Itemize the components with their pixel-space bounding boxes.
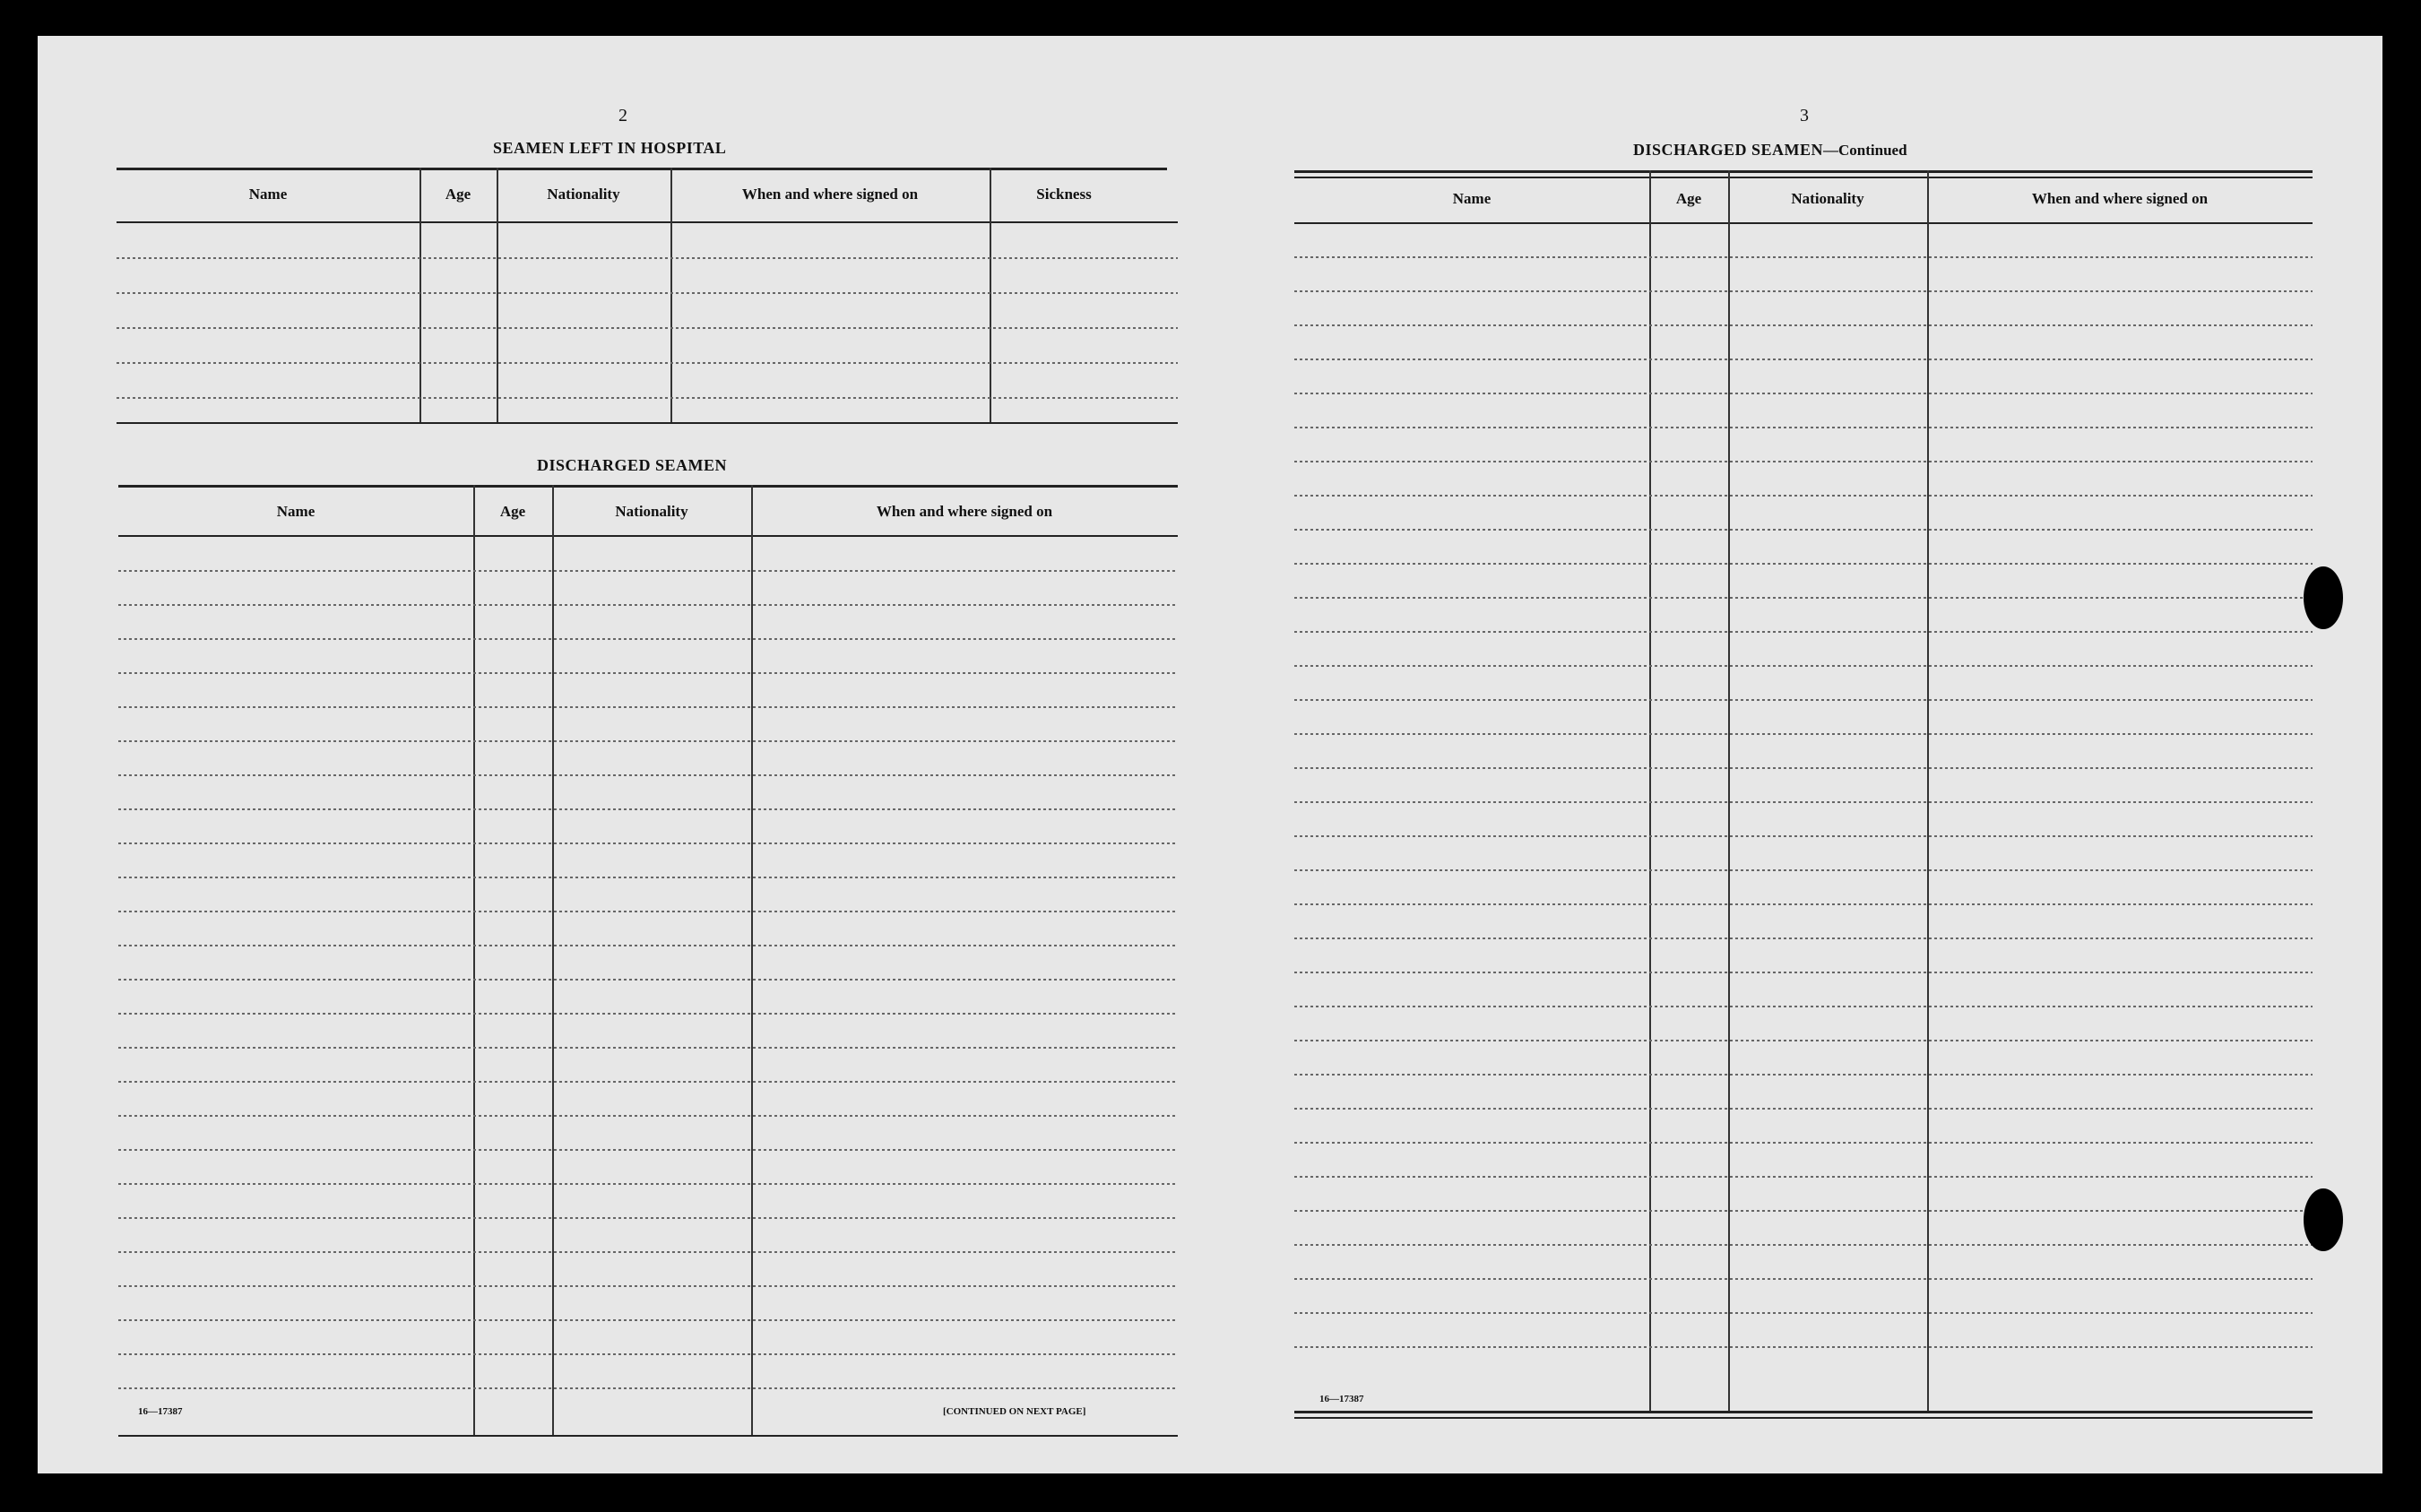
right-discharged-row-line bbox=[1294, 563, 2313, 565]
left-page-number: 2 bbox=[618, 106, 627, 125]
right-discharged-row-line bbox=[1294, 1346, 2313, 1348]
right-discharged-header-rule bbox=[1294, 222, 2313, 224]
right-discharged-row-line bbox=[1294, 495, 2313, 497]
left-discharged-table bbox=[118, 485, 1178, 1440]
left-discharged-col-nationality: Nationality bbox=[615, 503, 688, 520]
hospital-row-line bbox=[117, 362, 1178, 364]
left-form-number: 16—17387 bbox=[138, 1406, 183, 1417]
hospital-header-rule bbox=[117, 221, 1178, 223]
hospital-row-line bbox=[117, 327, 1178, 329]
right-discharged-col-signed-on: When and where signed on bbox=[2031, 190, 2209, 207]
hospital-section-title: SEAMEN LEFT IN HOSPITAL bbox=[493, 139, 727, 157]
left-discharged-bottom-rule bbox=[118, 1435, 1178, 1437]
right-discharged-bottom-rule-2 bbox=[1294, 1417, 2313, 1419]
hospital-row-line bbox=[117, 257, 1178, 259]
right-discharged-row-line bbox=[1294, 1040, 2313, 1041]
left-discharged-row-line bbox=[118, 774, 1178, 776]
hospital-col-name: Name bbox=[248, 186, 288, 203]
right-discharged-col-age: Age bbox=[1675, 190, 1702, 207]
right-discharged-row-line bbox=[1294, 801, 2313, 803]
left-discharged-row-line bbox=[118, 945, 1178, 946]
continued-note: [CONTINUED ON NEXT PAGE] bbox=[943, 1406, 1086, 1417]
left-discharged-row-line bbox=[118, 808, 1178, 810]
hospital-col-age: Age bbox=[445, 186, 471, 203]
right-discharged-row-line bbox=[1294, 359, 2313, 360]
hospital-col-signed-on: When and where signed on bbox=[741, 186, 919, 203]
right-discharged-row-line bbox=[1294, 1210, 2313, 1212]
left-discharged-row-line bbox=[118, 1115, 1178, 1117]
hospital-top-rule bbox=[117, 168, 1167, 170]
left-discharged-row-line bbox=[118, 706, 1178, 708]
right-discharged-table bbox=[1294, 170, 2313, 1423]
left-discharged-divider bbox=[473, 485, 475, 1437]
right-discharged-row-line bbox=[1294, 461, 2313, 462]
right-discharged-row-line bbox=[1294, 324, 2313, 326]
punch-hole bbox=[2304, 566, 2343, 629]
left-discharged-col-name: Name bbox=[276, 503, 316, 520]
left-discharged-row-line bbox=[118, 877, 1178, 878]
left-discharged-row-line bbox=[118, 1013, 1178, 1015]
left-discharged-row-line bbox=[118, 1149, 1178, 1151]
hospital-divider bbox=[670, 168, 672, 424]
right-discharged-row-line bbox=[1294, 631, 2313, 633]
hospital-row-line bbox=[117, 292, 1178, 294]
right-discharged-row-line bbox=[1294, 1176, 2313, 1178]
right-discharged-row-line bbox=[1294, 393, 2313, 394]
right-form-number: 16—17387 bbox=[1319, 1394, 1364, 1404]
hospital-divider bbox=[419, 168, 421, 424]
left-discharged-row-line bbox=[118, 1353, 1178, 1355]
left-discharged-col-age: Age bbox=[499, 503, 526, 520]
hospital-col-sickness: Sickness bbox=[1036, 186, 1092, 203]
hospital-table bbox=[117, 168, 1178, 436]
right-discharged-row-line bbox=[1294, 937, 2313, 939]
left-discharged-row-line bbox=[118, 740, 1178, 742]
left-discharged-row-line bbox=[118, 1217, 1178, 1219]
right-discharged-row-line bbox=[1294, 835, 2313, 837]
left-discharged-header-rule bbox=[118, 535, 1178, 537]
right-discharged-col-nationality: Nationality bbox=[1791, 190, 1864, 207]
left-discharged-row-line bbox=[118, 911, 1178, 912]
left-discharged-row-line bbox=[118, 842, 1178, 844]
right-discharged-row-line bbox=[1294, 733, 2313, 735]
right-discharged-row-line bbox=[1294, 869, 2313, 871]
left-discharged-divider bbox=[751, 485, 753, 1437]
right-discharged-row-line bbox=[1294, 972, 2313, 973]
right-discharged-row-line bbox=[1294, 1074, 2313, 1076]
left-discharged-row-line bbox=[118, 1319, 1178, 1321]
right-discharged-divider bbox=[1728, 170, 1730, 1413]
punch-hole bbox=[2304, 1188, 2343, 1251]
left-discharged-row-line bbox=[118, 638, 1178, 640]
hospital-col-nationality: Nationality bbox=[547, 186, 620, 203]
right-discharged-row-line bbox=[1294, 290, 2313, 292]
right-discharged-row-line bbox=[1294, 903, 2313, 905]
left-discharged-row-line bbox=[118, 1183, 1178, 1185]
right-discharged-top-rule-2 bbox=[1294, 177, 2313, 178]
left-discharged-col-signed-on: When and where signed on bbox=[876, 503, 1053, 520]
left-discharged-row-line bbox=[118, 979, 1178, 981]
left-discharged-top-rule bbox=[118, 485, 1178, 488]
left-discharged-row-line bbox=[118, 1047, 1178, 1049]
right-discharged-divider bbox=[1927, 170, 1929, 1413]
right-discharged-top-rule bbox=[1294, 170, 2313, 173]
right-section-title-main: DISCHARGED SEAMEN bbox=[1633, 141, 1824, 159]
right-discharged-row-line bbox=[1294, 1142, 2313, 1144]
right-discharged-row-line bbox=[1294, 1244, 2313, 1246]
right-discharged-row-line bbox=[1294, 665, 2313, 667]
right-page-number: 3 bbox=[1800, 106, 1809, 125]
right-discharged-divider bbox=[1649, 170, 1651, 1413]
left-discharged-row-line bbox=[118, 1285, 1178, 1287]
discharged-section-title: DISCHARGED SEAMEN bbox=[537, 456, 728, 474]
left-discharged-row-line bbox=[118, 1081, 1178, 1083]
right-discharged-row-line bbox=[1294, 1108, 2313, 1110]
left-discharged-divider bbox=[552, 485, 554, 1437]
right-discharged-col-name: Name bbox=[1452, 190, 1492, 207]
right-discharged-row-line bbox=[1294, 256, 2313, 258]
left-discharged-row-line bbox=[118, 570, 1178, 572]
right-section-title bbox=[1633, 141, 1907, 160]
right-discharged-row-line bbox=[1294, 767, 2313, 769]
left-discharged-row-line bbox=[118, 1387, 1178, 1389]
hospital-divider bbox=[990, 168, 991, 424]
right-discharged-row-line bbox=[1294, 529, 2313, 531]
right-discharged-row-line bbox=[1294, 1312, 2313, 1314]
left-discharged-row-line bbox=[118, 672, 1178, 674]
hospital-divider bbox=[497, 168, 498, 424]
right-discharged-row-line bbox=[1294, 699, 2313, 701]
left-discharged-row-line bbox=[118, 604, 1178, 606]
right-discharged-row-line bbox=[1294, 1278, 2313, 1280]
right-discharged-row-line bbox=[1294, 427, 2313, 428]
hospital-bottom-rule bbox=[117, 422, 1178, 424]
hospital-row-line bbox=[117, 397, 1178, 399]
right-section-title-suffix: —Continued bbox=[1823, 142, 1907, 159]
right-discharged-bottom-rule bbox=[1294, 1411, 2313, 1413]
left-discharged-row-line bbox=[118, 1251, 1178, 1253]
right-discharged-row-line bbox=[1294, 1006, 2313, 1007]
right-discharged-row-line bbox=[1294, 597, 2313, 599]
document-sheet bbox=[38, 36, 2382, 1473]
